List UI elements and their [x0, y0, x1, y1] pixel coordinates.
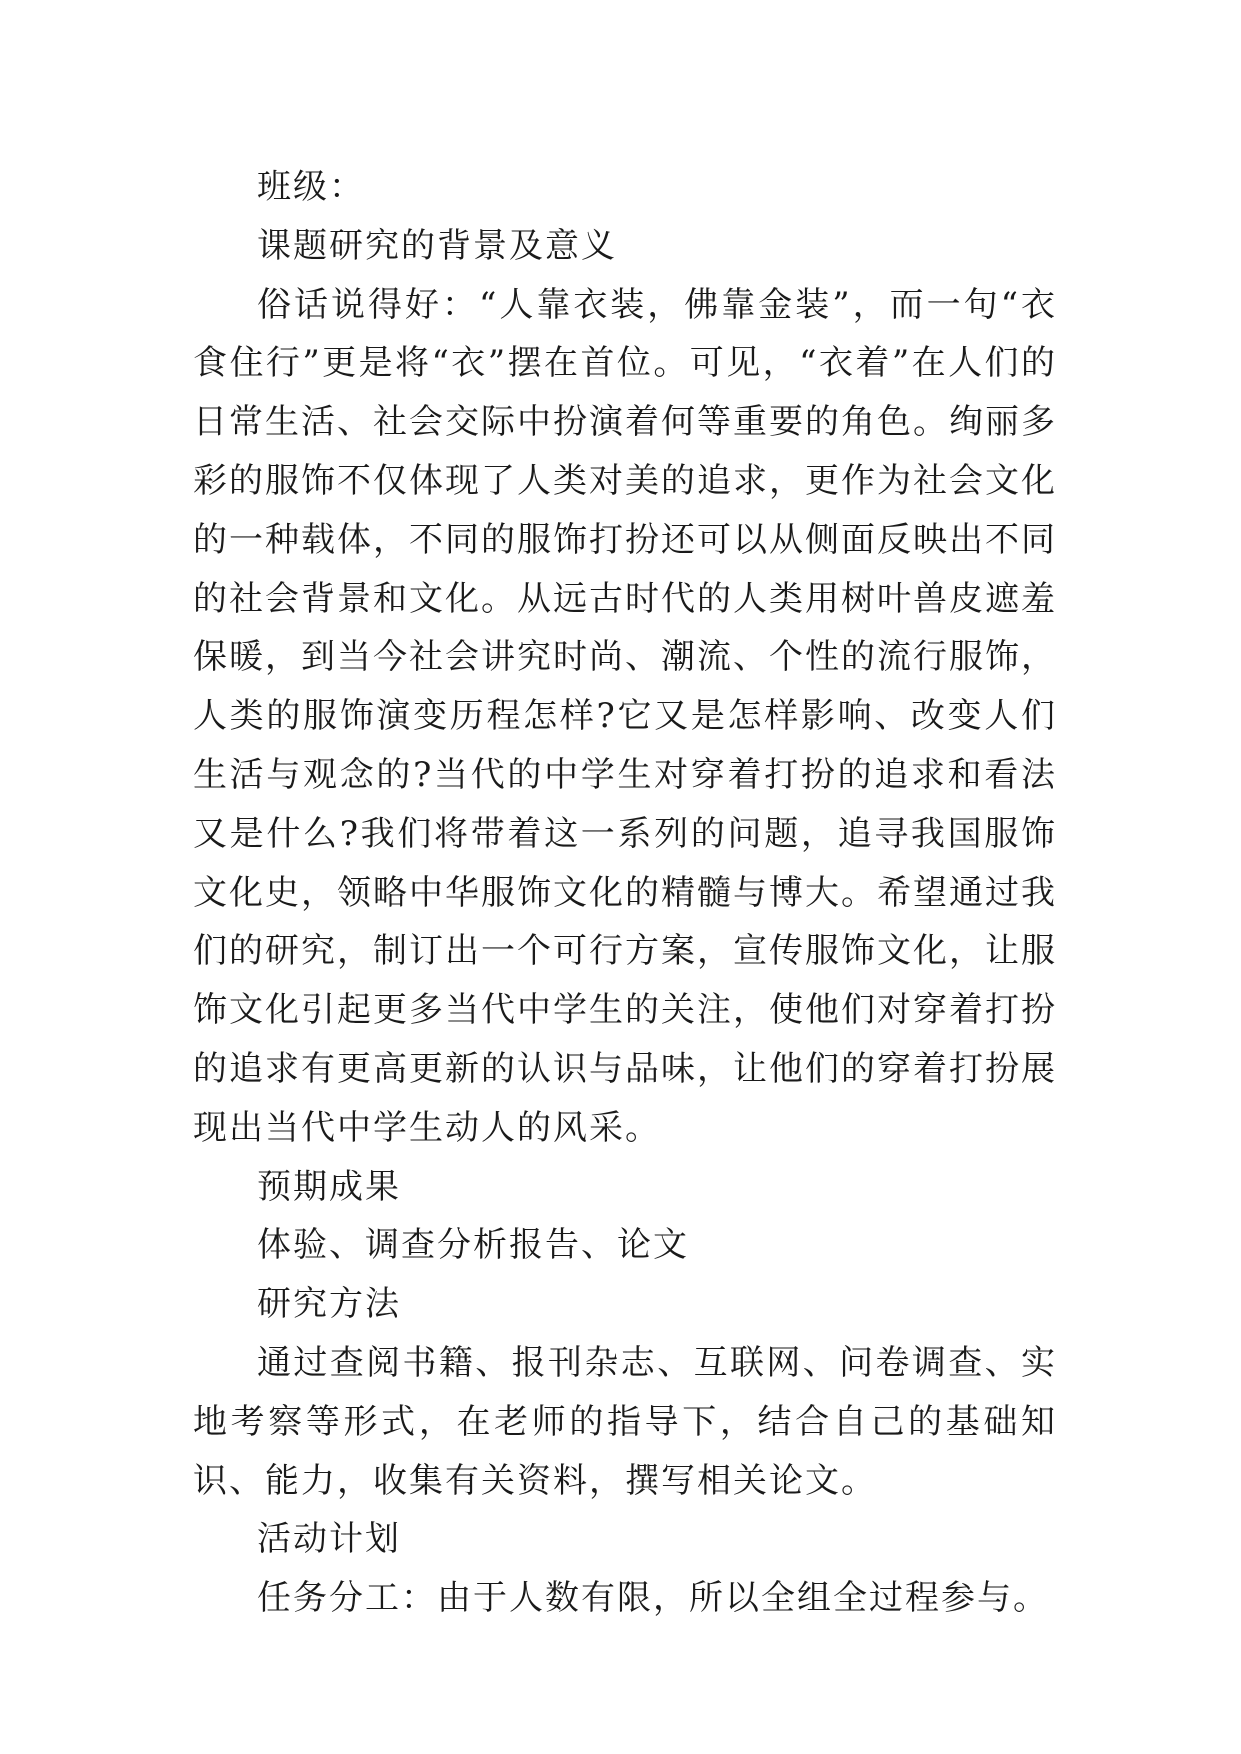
- section-heading-research-method: 研究方法: [257, 1284, 401, 1325]
- section-heading-expected-results: 预期成果: [257, 1166, 401, 1207]
- section-heading-activity-plan: 活动计划: [257, 1519, 401, 1560]
- background-paragraph: 俗话说得好：“人靠衣装，佛靠金装”，而一句“衣食住行”更是将“衣”摆在首位。可见，“衣着”在人们的日常生活、社会交际中扮演着何等重要的角色。绚丽多彩的服饰不仅体现了人类对美的追求，更作为社会文化的一种载体，不同的服饰打扮还可以从侧面反映出不同的社会背景和文化。从远古时代的人类用树叶兽皮遮羞保暖，到当今社会讲究时尚、潮流、个性的流行服饰，人类的服饰演变历程怎样?它又是怎样影响、改变人们生活与观念的?当代的中学生对穿着打扮的追求和看法又是什么?我们将带着这一系列的问题，追寻我国服饰文化史，领略中华服饰文化的精髓与博大。希望通过我们的研究，制订出一个可行方案，宣传服饰文化，让服饰文化引起更多当代中学生的关注，使他们对穿着打扮的追求有更高更新的认识与品味，让他们的穿着打扮展现出当代中学生动人的风采。: [193, 284, 1057, 1148]
- class-label: 班级：: [257, 167, 365, 207]
- research-method-paragraph: 通过查阅书籍、报刊杂志、互联网、问卷调查、实地考察等形式，在老师的指导下，结合自己的基础知识、能力，收集有关资料，撰写相关论文。: [193, 1342, 1057, 1501]
- section-heading-background: 课题研究的背景及意义: [257, 225, 617, 266]
- expected-results-paragraph: 体验、调查分析报告、论文: [257, 1225, 689, 1266]
- task-division-paragraph: 任务分工：由于人数有限，所以全组全过程参与。: [257, 1578, 1049, 1619]
- document-body: [193, 158, 1057, 1628]
